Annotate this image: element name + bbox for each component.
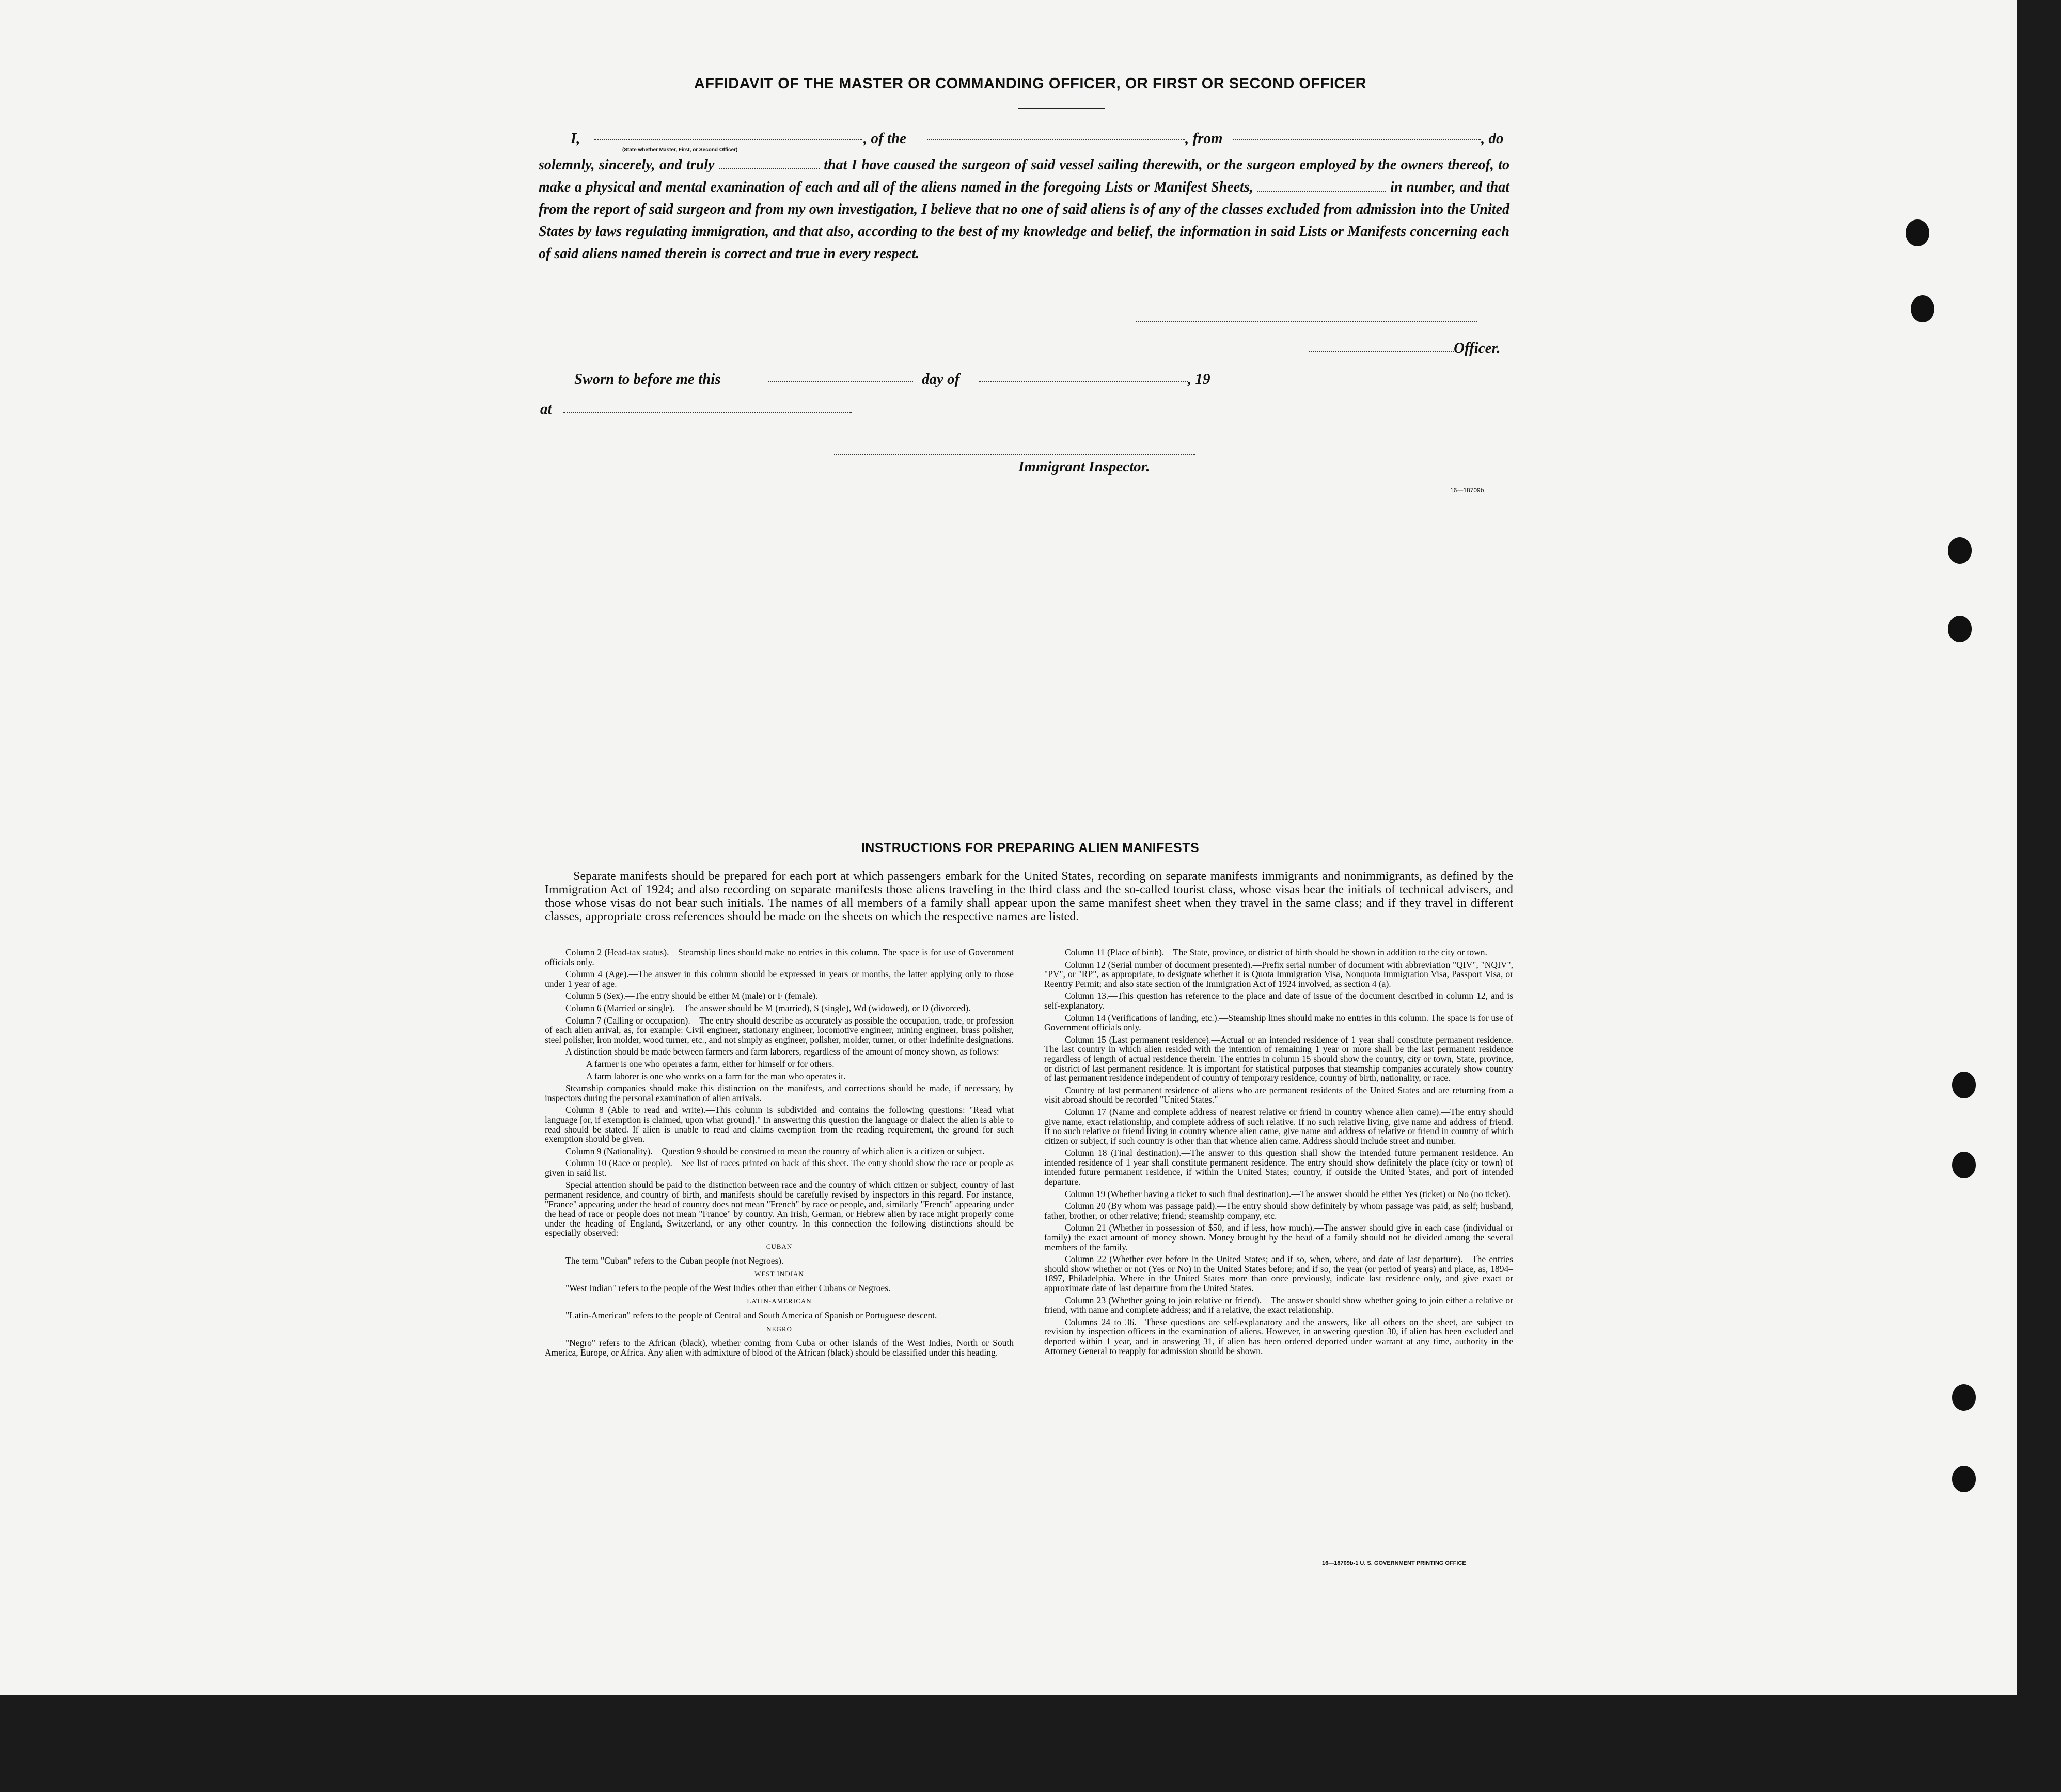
year-label: , 19 [1188, 371, 1210, 387]
inspector-label: Immigrant Inspector. [1018, 459, 1150, 475]
instruction-paragraph: Special attention should be paid to the distinction between race and the country of which citizen or subject, country of last permanent residence, and country of birth, and manifests should be carefully revised by inspectors in this regard. For instance, "France" appearing under the head of country does not mean "French" by race or people, and, similarly "French" appearing under the head of race or people does not mean "France" by country. An Irish, German, or Hebrew alien by race might properly come under the heading of England, Switzerland, or any other country. In this connection the following distinctions should be especially observed: [545, 1180, 1014, 1238]
instruction-paragraph: WEST INDIAN [754, 1270, 804, 1278]
affidavit-line-i: I, [571, 130, 580, 147]
instructions-right-column [1044, 948, 1513, 1358]
instruction-paragraph: Column 15 (Last permanent residence).—Actual or an intended residence of 1 year shall constitute permanent residence. The last country in which alien resided with the intention of remaining 1 year or more shall be the last permanent residence regardless of length of actual residence therein. The entries in column 15 should show the country, city or town, State, province, or district of last permanent residence. It is important for statistical purposes that steamship companies accurately show country of last permanent residence independent of country of temporary residence, country of birth, nationality, or race. [1044, 1034, 1513, 1083]
punch-hole [1911, 295, 1934, 322]
instruction-paragraph: Column 8 (Able to read and write).—This column is subdivided and contains the following questions: "Read what language [or, if exemption is claimed, upon what ground]." In answering this question the language or dialect the alien is able to read should be stated. If alien is unable to read and claims exemption from the reading requirement, the ground for such exemption should be given. [545, 1105, 1014, 1144]
officer-label: Officer. [1454, 340, 1501, 356]
instructions-title: INSTRUCTIONS FOR PREPARING ALIEN MANIFESTS [861, 841, 1200, 855]
punch-hole [1952, 1384, 1976, 1411]
sworn-place-blank[interactable] [563, 412, 852, 413]
title-rule [1018, 108, 1105, 109]
instruction-paragraph: Column 12 (Serial number of document presented).—Prefix serial number of document with abbreviation "QIV", "NQIV", "PV", or "RP", as appropriate, to designate whether it is Quota Immigration Visa, Nonquota Immigration Visa, Passport Visa, or Reentry Permit; and also state section of the Immigration Act of 1924 involved, as section 4 (a). [1044, 959, 1513, 989]
port-from-blank[interactable] [1233, 139, 1481, 140]
punch-hole [1906, 219, 1929, 246]
punch-hole [1952, 1466, 1976, 1492]
punch-hole [1948, 616, 1972, 642]
instruction-paragraph: Column 9 (Nationality).—Question 9 should be construed to mean the country of which alien is a citizen or subject. [565, 1145, 985, 1156]
affidavit-text-mid: that I have caused the surgeon of said vessel sailing therewith, or the surgeon employed by the owners thereof, to make a physical and mental examination of each and all of the aliens named in the foregoing Lists or Manifest Sheets, [539, 157, 1510, 195]
sworn-day-blank[interactable] [768, 381, 913, 382]
instruction-paragraph: A distinction should be made between farmers and farm laborers, regardless of the amount of money shown, as follows: [565, 1046, 999, 1057]
instruction-paragraph: Columns 24 to 36.—These questions are self-explanatory and the answers, like all others on the sheet, are subject to revision by inspection officers in the examination of aliens. However, in answering question 30, if alien has been excluded and deported within 1 year, and in answering 31, if alien has been ordered deported under warrant at any time, authority in the Attorney General to reapply for admission should be shown. [1044, 1316, 1513, 1356]
punch-hole [1948, 537, 1972, 564]
instruction-paragraph: Column 11 (Place of birth).—The State, province, or district of birth should be shown in addition to the city or town. [1065, 947, 1487, 957]
instruction-paragraph: Column 14 (Verifications of landing, etc.).—Steamship lines should make no entries in this column. The space is for use of Government officials only. [1044, 1012, 1513, 1033]
affidavit-text-end: in number, and that from the report of said surgeon and from my own investigation, I believe that no one of said aliens is of any of the classes excluded from admission into the United States by laws regulating immigration, and that also, according to the best of my knowledge and belief, the information in said Lists or Manifests concerning each of said aliens named therein is correct and true in every respect. [539, 179, 1509, 262]
instruction-paragraph: Column 7 (Calling or occupation).—The entry should describe as accurately as possible the occupation, trade, or profession of each alien arrival, as, for example: Civil engineer, stationary engineer, locomotive engineer, mining engineer, brass polisher, steel polisher, iron molder, wood turner, etc., and not simply as engineer, polisher, molder, turner, or other indefinite designations. [545, 1015, 1014, 1045]
instruction-paragraph: Column 17 (Name and complete address of nearest relative or friend in country whence alien came).—The entry should give name, exact relationship, and complete address of such relative. If no such relative living, give name and address of friend. If no such relative or friend living in country whence alien came, give name and address of relative or friend in country of which citizen or subject, if such country is other than that whence alien came. Address should include street and number. [1044, 1106, 1513, 1146]
instruction-paragraph: A farm laborer is one who works on a farm for the man who operates it. [586, 1071, 846, 1081]
affidavit-title: AFFIDAVIT OF THE MASTER OR COMMANDING OFFICER, OR FIRST OR SECOND OFFICER [694, 75, 1367, 92]
day-of-label: day of [922, 371, 960, 387]
printing-office-footer: 16—18709b-1 U. S. GOVERNMENT PRINTING OFFICE [1322, 1560, 1466, 1566]
officer-rank-note: (State whether Master, First, or Second Officer) [622, 147, 738, 153]
punch-hole [1952, 1152, 1976, 1178]
signature-blank[interactable] [1136, 321, 1477, 322]
instruction-paragraph: Column 20 (By whom was passage paid).—The entry should show definitely by whom passage was paid, as self; husband, father, brother, or other relative; friend; steamship company, etc. [1044, 1201, 1513, 1221]
affidavit-form-number: 16—18709b [1450, 486, 1484, 494]
instruction-paragraph: Column 2 (Head-tax status).—Steamship lines should make no entries in this column. The space is for use of Government officials only. [545, 947, 1014, 967]
instruction-paragraph: Steamship companies should make this distinction on the manifests, and corrections should be made, if necessary, by inspectors during the personal examination of alien arrivals. [545, 1083, 1014, 1103]
instruction-paragraph: Column 10 (Race or people).—See list of races printed on back of this sheet. The entry should show the race or people as given in said list. [545, 1158, 1014, 1178]
instructions-intro: Separate manifests should be prepared for each port at which passengers embark for the United States, recording on separate manifests immigrants and nonimmigrants, as defined by the Immigration Act of 1924; and also recording on separate manifests those aliens traveling in the third class and the so-called tourist class, whose visas bear the initials of technical advisers, and those whose visas do not bear such initials. The names of all members of a family shall appear upon the same manifest sheet when they travel in the same class; and if they travel in different classes, appropriate cross references should be made on the sheets on which the respective names are listed. [545, 870, 1513, 923]
instruction-paragraph: Column 6 (Married or single).—The answer should be M (married), S (single), Wd (widowed), or D (divorced). [565, 1002, 971, 1013]
instruction-paragraph: Column 13.—This question has reference to the place and date of issue of the document described in column 12, and is self-explanatory. [1044, 991, 1513, 1011]
instruction-paragraph: Column 4 (Age).—The answer in this column should be expressed in years or months, the latter applying only to those under 1 year of age. [545, 969, 1014, 989]
instruction-paragraph: LATIN-AMERICAN [747, 1297, 812, 1306]
instruction-paragraph: CUBAN [766, 1243, 793, 1251]
punch-hole [1952, 1072, 1976, 1098]
instructions-left-column [545, 948, 1014, 1360]
instruction-paragraph: Column 19 (Whether having a ticket to such final destination).—The answer should be either Yes (ticket) or No (no ticket). [1065, 1188, 1511, 1199]
affidavit-line-of: , of the [863, 130, 906, 147]
at-label: at [540, 401, 552, 417]
instruction-paragraph: "Latin-American" refers to the people of Central and South America of Spanish or Portuguese descent. [565, 1310, 937, 1321]
inspector-signature-blank[interactable] [834, 454, 1195, 455]
affidavit-text-start: solemnly, sincerely, and truly [539, 157, 715, 173]
instruction-paragraph: Column 22 (Whether ever before in the United States; and if so, when, where, and date of last departure).—The entries should show whether or not (Yes or No) in the United States before; and if so, the year (or period of years) and place, as, 1894–1897, Philadelphia. Where in the United States more than once previously, indicate last residence only, and give exact or approximate date of last departure from the United States. [1044, 1254, 1513, 1293]
instruction-paragraph: NEGRO [766, 1325, 792, 1333]
instruction-paragraph: The term "Cuban" refers to the Cuban people (not Negroes). [565, 1255, 784, 1266]
officer-rank-blank[interactable] [594, 139, 862, 140]
sworn-month-blank[interactable] [979, 381, 1188, 382]
instruction-paragraph: Column 23 (Whether going to join relative or friend).—The answer should show whether going to join either a relative or friend, with name and complete address; and if a relative, the exact relationship. [1044, 1295, 1513, 1315]
affidavit-line-do: , do [1481, 130, 1504, 147]
affidavit-text [539, 154, 1509, 265]
instruction-paragraph: Country of last permanent residence of aliens who are permanent residents of the United States and are returning from a visit abroad should be recorded "United States." [1044, 1084, 1513, 1105]
instruction-paragraph: "Negro" refers to the African (black), whether coming from Cuba or other islands of the West Indies, North or South America, Europe, or Africa. Any alien with admixture of blood of the African (black) should be classified under this heading. [545, 1338, 1014, 1358]
instruction-paragraph: Column 18 (Final destination).—The answer to this question shall show the intended future permanent residence. An intended residence of 1 year shall constitute permanent residence. The entry should show definitely the place (city or town) of intended future permanent residence, if within the United States; country, if outside the United States, and port of intended departure. [1044, 1147, 1513, 1187]
instruction-paragraph: "West Indian" refers to the people of the West Indies other than either Cubans or Negroes. [565, 1282, 891, 1293]
oath-form-blank[interactable] [719, 158, 820, 169]
instruction-paragraph: Column 5 (Sex).—The entry should be either M (male) or F (female). [565, 991, 818, 1001]
instruction-paragraph: Column 21 (Whether in possession of $50, and if less, how much).—The answer should give in each case (individual or family) the exact amount of money shown. Money brought by the head of a family should not be divided among the several members of the family. [1044, 1222, 1513, 1252]
vessel-name-blank[interactable] [927, 139, 1185, 140]
officer-title-blank[interactable] [1309, 351, 1454, 352]
affidavit-line-from: , from [1185, 130, 1223, 147]
sworn-label: Sworn to before me this [574, 371, 721, 387]
instruction-paragraph: A farmer is one who operates a farm, either for himself or for others. [586, 1058, 835, 1069]
sheet-count-blank[interactable] [1257, 180, 1386, 192]
